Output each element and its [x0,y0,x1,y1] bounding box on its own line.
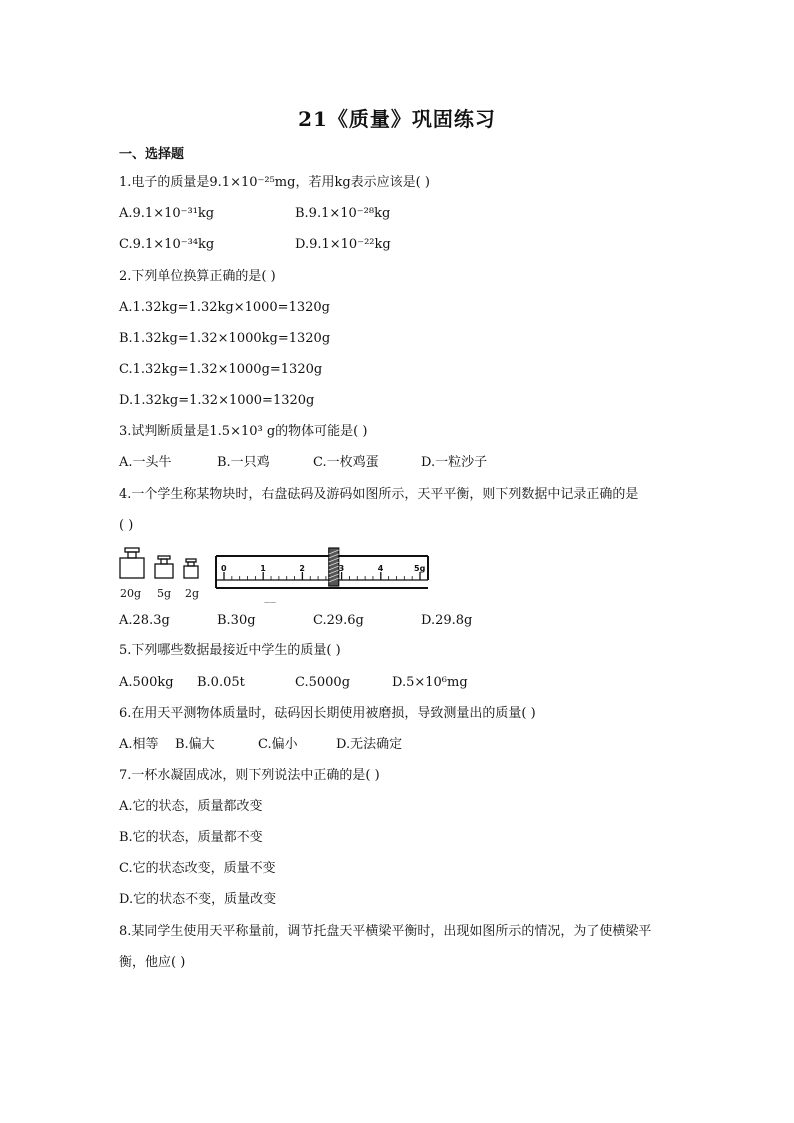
scale-tick-label: 5g [414,564,426,573]
question-3-option-c: C.一枚鸡蛋 [313,455,379,470]
question-3-options [119,454,539,472]
weight-label-2g: 2g [185,587,200,600]
question-6-option-c: C.偏小 [258,737,298,752]
question-3-option-a: A.一头牛 [119,455,172,470]
question-4-stem-line-1: 4.一个学生称某物块时，右盘砝码及游码如图所示，天平平衡，则下列数据中记录正确的是 [119,487,639,502]
question-5-option-c: C.5000g [295,675,351,690]
weight-label-5g: 5g [157,587,172,600]
scale-tick-label: 0 [221,564,227,573]
scale-tick-label: 4 [377,564,384,573]
question-4-options [119,612,539,630]
question-6-options [119,736,539,754]
question-8-stem-line-2: 衡，他应( ) [119,955,186,970]
weight-label-20g: 20g [120,587,142,600]
question-4-option-a: A.28.3g [119,613,170,628]
question-6-option-d: D.无法确定 [336,737,403,752]
question-4-option-c: C.29.6g [313,613,364,628]
weight-2g-icon [184,559,198,578]
question-2-option-b: B.1.32kg=1.32×1000kg=1320g [119,331,331,346]
rider-scale [216,548,428,588]
question-3-option-d: D.一粒沙子 [421,455,488,470]
scale-tick-label: 2 [299,564,305,573]
question-3-stem: 3.试判断质量是1.5×10³ g的物体可能是( ) [119,424,368,439]
question-7-option-b: B.它的状态，质量都不变 [119,830,263,845]
question-1-option-c: C.9.1×10⁻³⁴kg [119,237,215,252]
question-6-option-b: B.偏大 [175,737,215,752]
question-1-options-row-1 [119,205,519,223]
question-1-options-row-2 [119,236,519,254]
question-5-options [119,674,539,692]
section-heading: 一、选择题 [119,147,185,162]
scale-caption-mark: —— [264,599,276,606]
question-7-stem: 7.一杯水凝固成冰，则下列说法中正确的是( ) [119,768,380,783]
question-2-option-c: C.1.32kg=1.32×1000g=1320g [119,362,323,377]
scale-tick-label: 3 [338,564,345,573]
question-6-option-a: A.相等 [119,737,159,752]
scale-tick-label: 1 [260,564,266,573]
question-3-option-b: B.一只鸡 [217,455,270,470]
question-5-option-b: B.0.05t [197,675,245,690]
weight-20g-icon [120,548,144,578]
question-4-option-d: D.29.8g [421,613,473,628]
question-5-option-a: A.500kg [119,675,174,690]
question-5-option-d: D.5×10⁶mg [392,675,468,690]
question-4-option-b: B.30g [217,613,256,628]
page-title: 21《质量》巩固练习 [298,107,496,131]
question-1-option-b: B.9.1×10⁻²⁸kg [295,206,391,221]
question-1-stem: 1.电子的质量是9.1×10⁻²⁵mg，若用kg表示应该是( ) [119,175,430,190]
question-7-option-a: A.它的状态，质量都改变 [119,799,263,814]
question-4-stem-line-2: ( ) [119,518,134,533]
question-2-option-a: A.1.32kg=1.32kg×1000=1320g [119,300,330,315]
question-5-stem: 5.下列哪些数据最接近中学生的质量( ) [119,643,341,658]
question-8-stem-line-1: 8.某同学生使用天平称量前，调节托盘天平横梁平衡时，出现如图所示的情况，为了使横梁平 [119,924,652,939]
question-7-option-c: C.它的状态改变，质量不变 [119,861,276,876]
question-7-option-d: D.它的状态不变，质量改变 [119,892,277,907]
question-1-option-d: D.9.1×10⁻²²kg [295,237,391,252]
question-2-option-d: D.1.32kg=1.32×1000=1320g [119,393,315,408]
question-6-stem: 6.在用天平测物体质量时，砝码因长期使用被磨损，导致测量出的质量( ) [119,706,536,721]
weight-5g-icon [155,556,173,578]
question-1-option-a: A.9.1×10⁻³¹kg [119,206,215,221]
question-2-stem: 2.下列单位换算正确的是( ) [119,269,276,284]
